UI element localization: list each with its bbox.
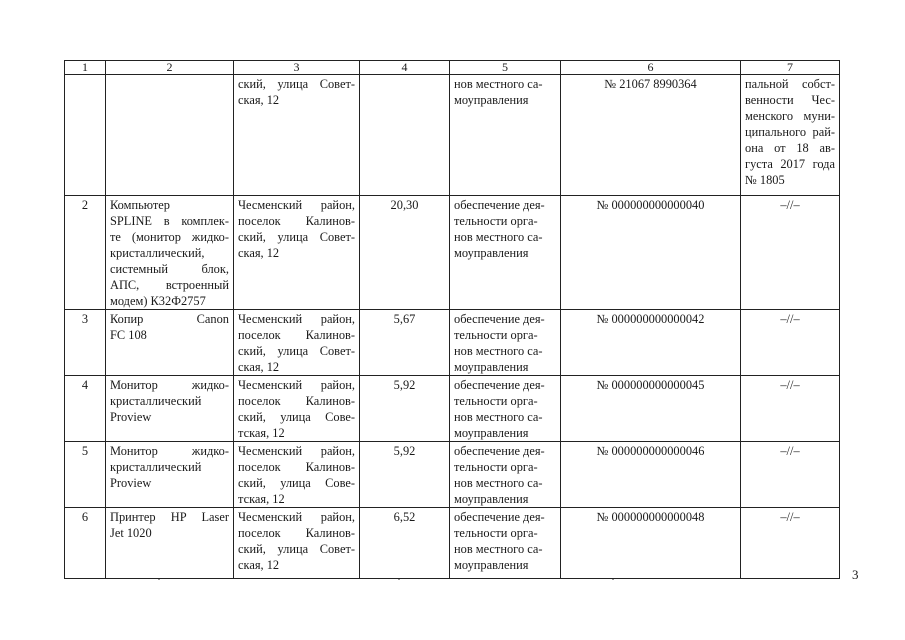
item-name-cell	[106, 196, 234, 310]
cell-text-line: пальной собст-	[745, 77, 835, 91]
purpose-cell	[450, 376, 561, 442]
registry-number-cell: № 21067 8990364	[561, 75, 741, 196]
address-cell	[234, 196, 360, 310]
cell-text-line: кристаллический	[110, 460, 202, 474]
cell-text-line: тельности орга-	[454, 328, 538, 342]
cell-text-line: Jet 1020	[110, 526, 152, 540]
cell-text-line: Компьютер	[110, 198, 170, 212]
cell-text-line: FC 108	[110, 328, 147, 342]
cell-text-line: –//–	[780, 198, 800, 212]
item-name-cell	[106, 508, 234, 579]
cell-text-line: моуправления	[454, 360, 529, 374]
cell-text-line: ская, 12	[238, 246, 280, 260]
cell-text-line: АПС, встроенный	[110, 278, 229, 292]
cell-text-line: нов местного са-	[454, 344, 543, 358]
row-number-cell	[65, 75, 106, 196]
item-name-cell	[106, 75, 234, 196]
cell-text-line: нов местного са-	[454, 410, 543, 424]
address-cell	[234, 442, 360, 508]
cell-text-line: нов местного са-	[454, 77, 543, 91]
cell-text-line: кристаллический	[110, 394, 202, 408]
cell-text-line: Монитор жидко-	[110, 378, 229, 392]
cell-text-line: обеспечение дея-	[454, 312, 545, 326]
cell-text-line: обеспечение дея-	[454, 198, 545, 212]
cell-text-line: ципального рай-	[745, 125, 835, 139]
basis-cell	[741, 310, 840, 376]
cell-text-line: –//–	[780, 378, 800, 392]
purpose-cell	[450, 442, 561, 508]
item-name-cell	[106, 376, 234, 442]
basis-cell	[741, 196, 840, 310]
page-number: 3	[852, 567, 859, 582]
table-row	[65, 442, 840, 508]
address-cell	[234, 508, 360, 579]
address-cell	[234, 376, 360, 442]
cell-text-line: –//–	[780, 312, 800, 326]
cell-text-line: Копир Canon	[110, 312, 229, 326]
cell-text-line: модем) К32Ф2757	[110, 294, 206, 308]
area-cell: 6,52	[360, 508, 450, 579]
scan-speck	[612, 579, 614, 580]
cell-text-line: тельности орга-	[454, 214, 538, 228]
cell-text-line: –//–	[780, 444, 800, 458]
item-name-cell	[106, 310, 234, 376]
cell-text-line: ский, улица Сове-	[238, 476, 355, 490]
cell-text-line: моуправления	[454, 558, 529, 572]
cell-text-line: № 1805	[745, 173, 785, 187]
cell-text-line: нов местного са-	[454, 542, 543, 556]
area-cell: 20,30	[360, 196, 450, 310]
registry-number-cell: № 000000000000042	[561, 310, 741, 376]
table-row	[65, 75, 840, 196]
cell-text-line: ский, улица Сове-	[238, 410, 355, 424]
cell-text-line: поселок Калинов-	[238, 394, 355, 408]
cell-text-line: Чесменский район,	[238, 444, 355, 458]
cell-text-line: менского муни-	[745, 109, 835, 123]
cell-text-line: нов местного са-	[454, 476, 543, 490]
cell-text-line: тельности орга-	[454, 460, 538, 474]
address-cell	[234, 310, 360, 376]
cell-text-line: Чесменский район,	[238, 312, 355, 326]
area-cell: 5,92	[360, 376, 450, 442]
cell-text-line: Чесменский район,	[238, 198, 355, 212]
row-number-cell: 6	[65, 508, 106, 579]
column-number-7: 7	[741, 61, 840, 75]
purpose-cell	[450, 75, 561, 196]
header-row	[65, 61, 840, 75]
cell-text-line: Монитор жидко-	[110, 444, 229, 458]
property-register-table	[64, 60, 840, 579]
scan-speck	[398, 579, 400, 580]
cell-text-line: густа 2017 года	[745, 157, 835, 171]
cell-text-line: обеспечение дея-	[454, 510, 545, 524]
table-body	[65, 61, 840, 579]
cell-text-line: нов местного са-	[454, 230, 543, 244]
cell-text-line: Чесменский район,	[238, 378, 355, 392]
area-cell: 5,92	[360, 442, 450, 508]
cell-text-line: моуправления	[454, 426, 529, 440]
cell-text-line: обеспечение дея-	[454, 378, 545, 392]
cell-text-line: –//–	[780, 510, 800, 524]
purpose-cell	[450, 196, 561, 310]
cell-text-line: ская, 12	[238, 93, 280, 107]
address-cell	[234, 75, 360, 196]
cell-text-line: тская, 12	[238, 426, 285, 440]
basis-cell	[741, 75, 840, 196]
registry-number-cell: № 000000000000046	[561, 442, 741, 508]
row-number-cell: 2	[65, 196, 106, 310]
cell-text-line: кристаллический,	[110, 246, 205, 260]
cell-text-line: Принтер HP Laser	[110, 510, 229, 524]
cell-text-line: поселок Калинов-	[238, 526, 355, 540]
basis-cell	[741, 376, 840, 442]
basis-cell	[741, 442, 840, 508]
cell-text-line: поселок Калинов-	[238, 214, 355, 228]
cell-text-line: ский, улица Совет-	[238, 344, 355, 358]
column-number-6: 6	[561, 61, 741, 75]
area-cell: 5,67	[360, 310, 450, 376]
row-number-cell: 5	[65, 442, 106, 508]
scan-speck	[158, 579, 160, 580]
basis-cell	[741, 508, 840, 579]
cell-text-line: системный блок,	[110, 262, 229, 276]
cell-text-line: обеспечение дея-	[454, 444, 545, 458]
cell-text-line: ская, 12	[238, 558, 280, 572]
item-name-cell	[106, 442, 234, 508]
cell-text-line: поселок Калинов-	[238, 460, 355, 474]
row-number-cell: 4	[65, 376, 106, 442]
table-row	[65, 196, 840, 310]
registry-number-cell: № 000000000000040	[561, 196, 741, 310]
column-number-4: 4	[360, 61, 450, 75]
registry-number-cell: № 000000000000045	[561, 376, 741, 442]
cell-text-line: венности Чес-	[745, 93, 835, 107]
cell-text-line: Proview	[110, 410, 152, 424]
cell-text-line: Proview	[110, 476, 152, 490]
cell-text-line: те (монитор жидко-	[110, 230, 229, 244]
cell-text-line: ская, 12	[238, 360, 280, 374]
column-number-3: 3	[234, 61, 360, 75]
cell-text-line: ский, улица Совет-	[238, 77, 355, 91]
purpose-cell	[450, 310, 561, 376]
cell-text-line: она от 18 ав-	[745, 141, 835, 155]
column-number-1: 1	[65, 61, 106, 75]
registry-number-cell: № 000000000000048	[561, 508, 741, 579]
cell-text-line: моуправления	[454, 492, 529, 506]
table-row	[65, 310, 840, 376]
cell-text-line: тельности орга-	[454, 394, 538, 408]
cell-text-line: поселок Калинов-	[238, 328, 355, 342]
purpose-cell	[450, 508, 561, 579]
table-row	[65, 508, 840, 579]
cell-text-line: Чесменский район,	[238, 510, 355, 524]
cell-text-line: ский, улица Совет-	[238, 230, 355, 244]
column-number-2: 2	[106, 61, 234, 75]
cell-text-line: тельности орга-	[454, 526, 538, 540]
row-number-cell: 3	[65, 310, 106, 376]
area-cell	[360, 75, 450, 196]
column-number-5: 5	[450, 61, 561, 75]
table-row	[65, 376, 840, 442]
cell-text-line: ский, улица Совет-	[238, 542, 355, 556]
cell-text-line: моуправления	[454, 246, 529, 260]
cell-text-line: SPLINE в комплек-	[110, 214, 229, 228]
cell-text-line: тская, 12	[238, 492, 285, 506]
cell-text-line: моуправления	[454, 93, 529, 107]
